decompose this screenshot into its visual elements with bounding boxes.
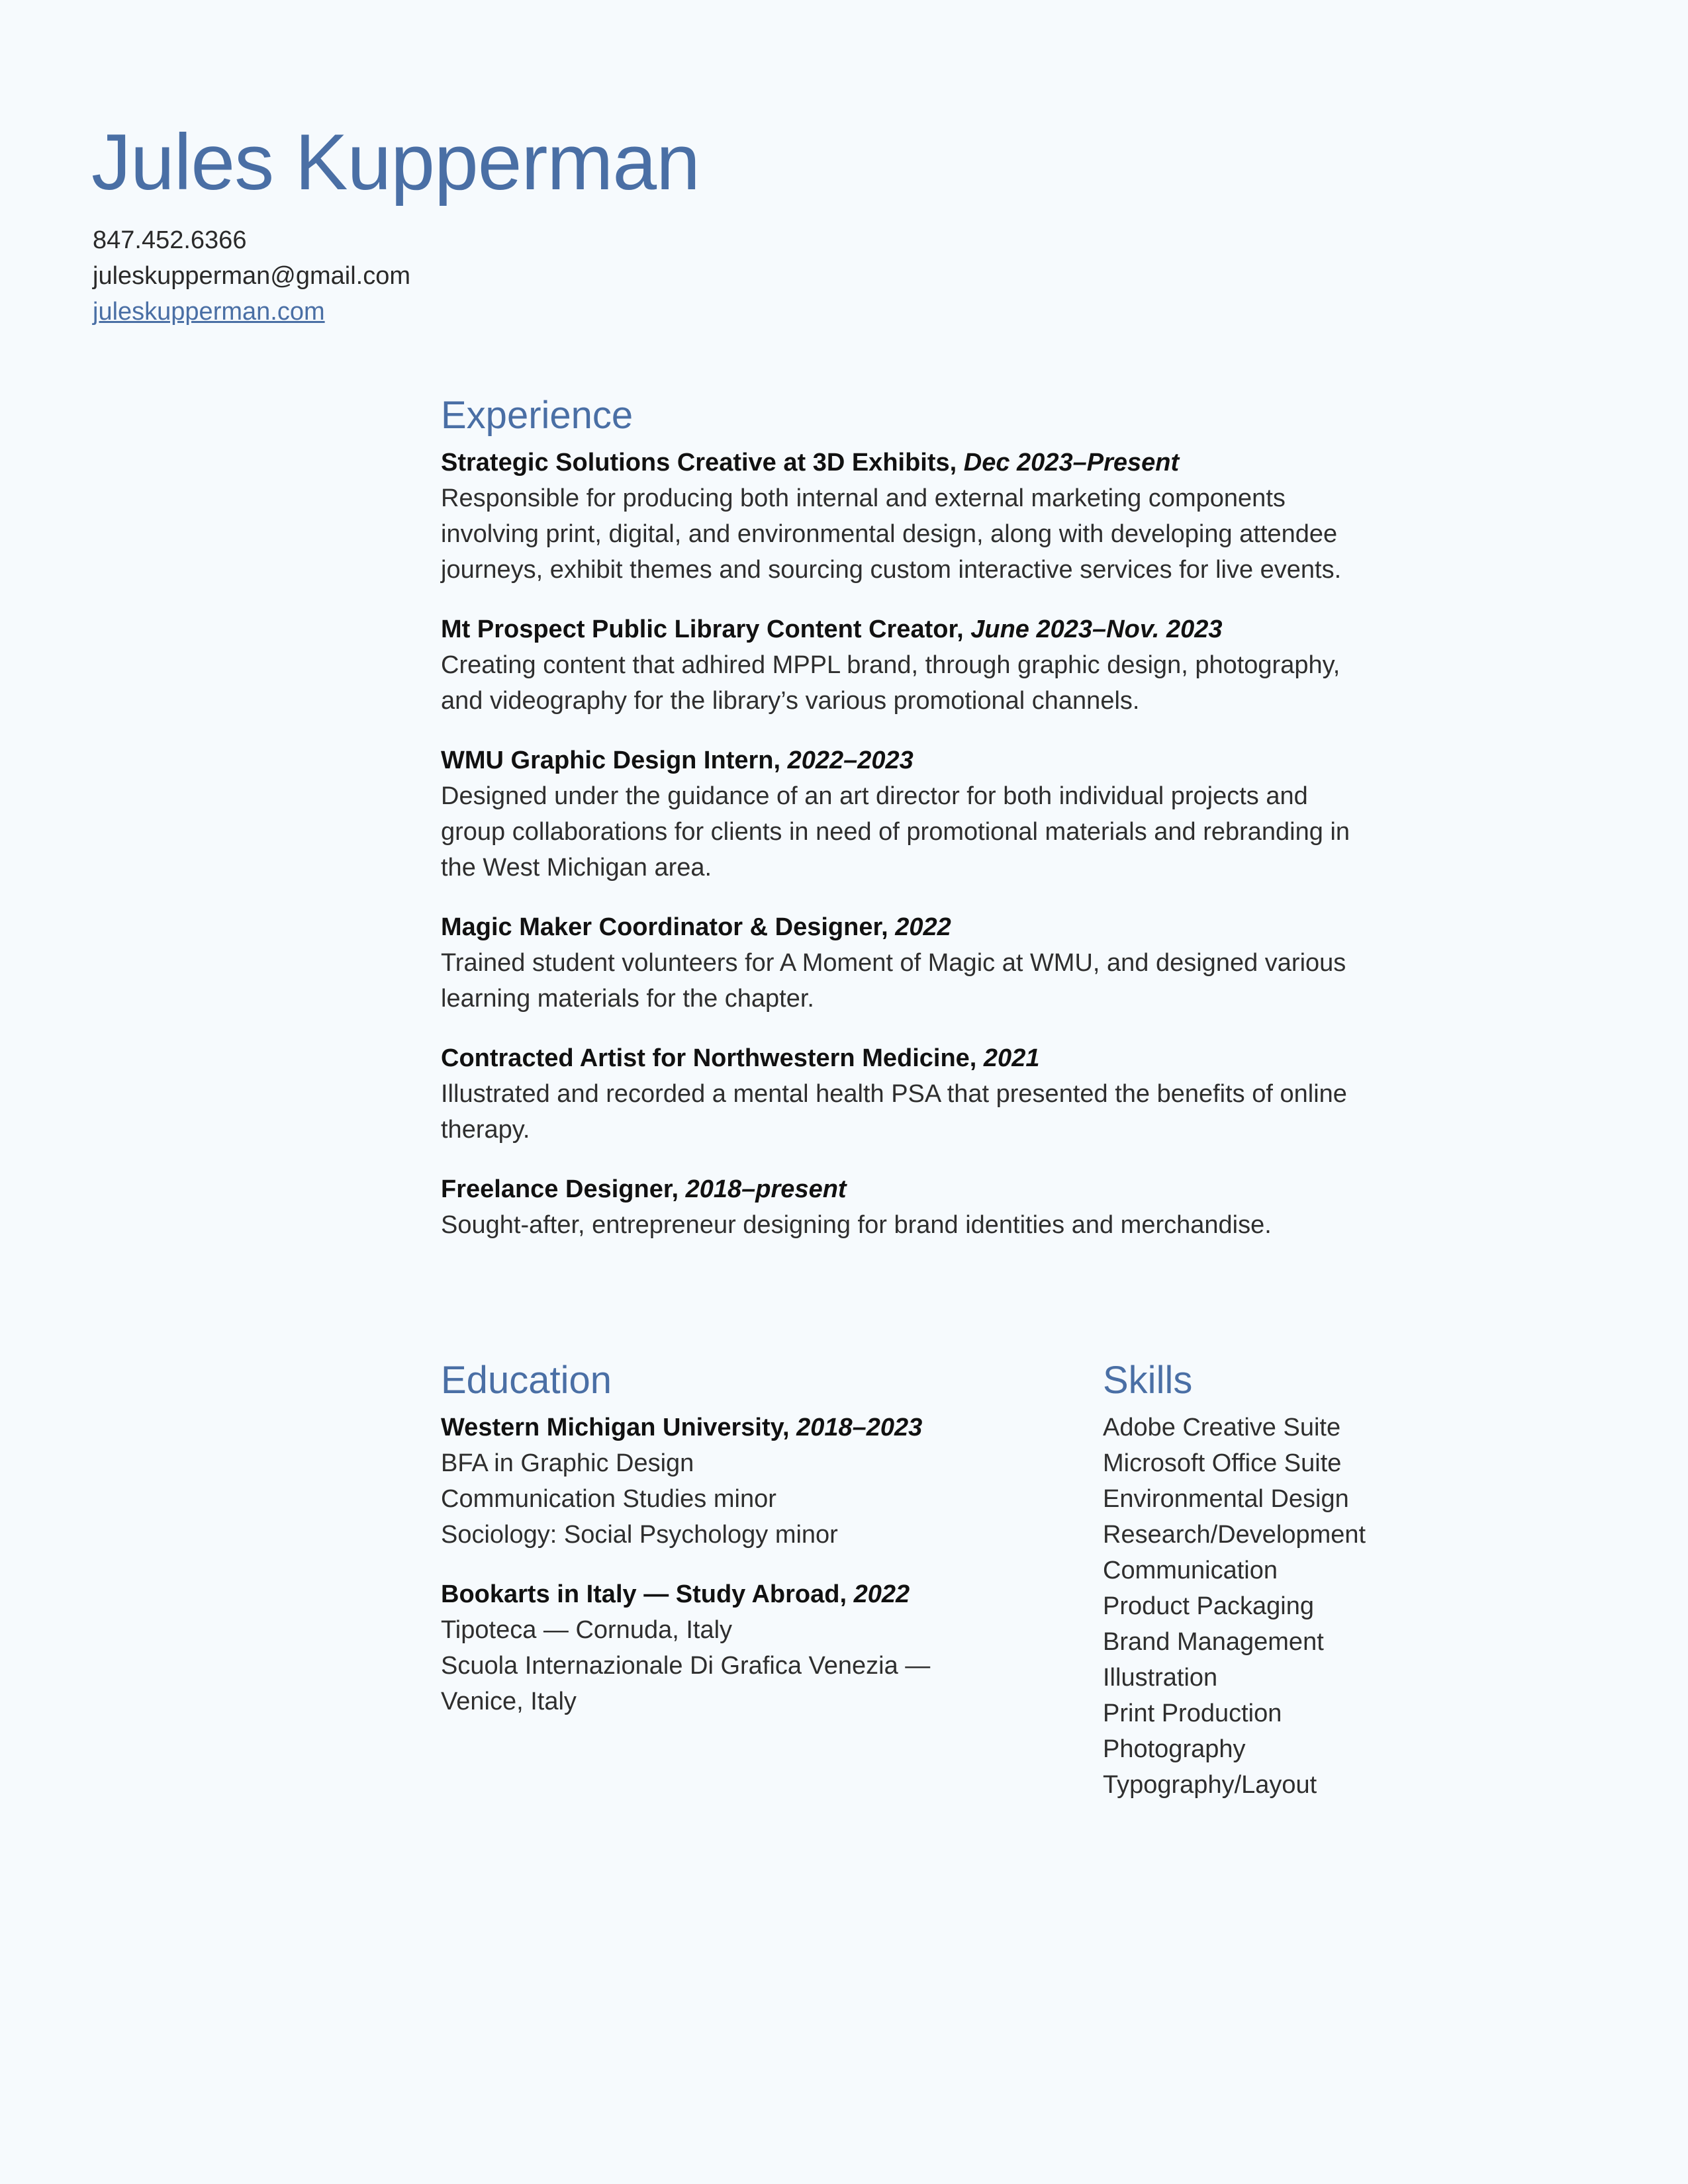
skill-item: Microsoft Office Suite [1103, 1449, 1342, 1477]
email-address: juleskupperman@gmail.com [93, 262, 410, 290]
experience-section [441, 392, 1368, 1267]
education-entry [441, 1410, 1037, 1553]
skills-section [1103, 1357, 1500, 1803]
job-entry [441, 445, 1368, 588]
skill-item: Communication [1103, 1557, 1278, 1584]
skill-item: Product Packaging [1103, 1592, 1314, 1620]
education-detail: BFA in Graphic Design [441, 1449, 694, 1477]
job-role: Mt Prospect Public Library Content Creator, [441, 615, 964, 643]
job-entry [441, 909, 1368, 1017]
job-date: 2018–present [685, 1175, 847, 1203]
job-date: 2022–2023 [787, 747, 914, 774]
job-heading [441, 1040, 1368, 1076]
education-date: 2018–2023 [796, 1414, 923, 1441]
education-detail: Communication Studies minor [441, 1485, 776, 1513]
job-role: Magic Maker Coordinator & Designer, [441, 913, 888, 941]
skill-item: Print Production [1103, 1700, 1282, 1727]
phone-number: 847.452.6366 [93, 226, 247, 254]
contact-info [93, 222, 410, 330]
education-date: 2022 [853, 1580, 910, 1608]
job-description: Illustrated and recorded a mental health PSA that presented the benefits of online therapy. [441, 1080, 1347, 1144]
skill-item: Illustration [1103, 1664, 1218, 1692]
school-name: Western Michigan University, [441, 1414, 790, 1441]
school-name: Bookarts in Italy — Study Abroad, [441, 1580, 847, 1608]
education-heading-line [441, 1576, 1037, 1612]
job-heading [441, 445, 1368, 480]
skills-heading: Skills [1103, 1359, 1193, 1402]
job-role: Contracted Artist for Northwestern Medicine, [441, 1044, 977, 1072]
education-detail: Tipoteca — Cornuda, Italy [441, 1616, 733, 1644]
education-detail: Sociology: Social Psychology minor [441, 1521, 838, 1549]
education-section [441, 1357, 1037, 1743]
job-entry [441, 612, 1368, 719]
skill-item: Research/Development [1103, 1521, 1366, 1549]
job-role: Freelance Designer, [441, 1175, 679, 1203]
education-detail: Venice, Italy [441, 1688, 577, 1715]
experience-heading: Experience [441, 394, 633, 437]
job-description: Designed under the guidance of an art director for both individual projects and group collaborations for clients in need of promotional materials and rebranding in the West Michigan area. [441, 782, 1350, 882]
job-entry [441, 1171, 1368, 1243]
job-description: Trained student volunteers for A Moment of Magic at WMU, and designed various learning materials for the chapter. [441, 949, 1346, 1013]
website-link[interactable]: juleskupperman.com [93, 298, 325, 326]
skill-item: Adobe Creative Suite [1103, 1414, 1341, 1441]
education-heading-line [441, 1410, 1037, 1445]
skill-item: Environmental Design [1103, 1485, 1349, 1513]
job-date: 2022 [895, 913, 951, 941]
job-description: Responsible for producing both internal and external marketing components involving print, digital, and environmental design, along with developing attendee journeys, exhibit themes and sourcing custom interactive services for live events. [441, 484, 1342, 584]
job-date: 2021 [983, 1044, 1040, 1072]
job-entry [441, 1040, 1368, 1148]
job-role: Strategic Solutions Creative at 3D Exhibits, [441, 449, 957, 477]
job-description: Creating content that adhired MPPL brand, through graphic design, photography, and videography for the library’s various promotional channels. [441, 651, 1340, 715]
job-heading [441, 1171, 1368, 1207]
job-heading [441, 743, 1368, 778]
job-date: Dec 2023–Present [963, 449, 1180, 477]
skill-item: Typography/Layout [1103, 1771, 1317, 1799]
education-detail: Scuola Internazionale Di Grafica Venezia — [441, 1652, 931, 1680]
job-heading [441, 612, 1368, 647]
job-role: WMU Graphic Design Intern, [441, 747, 781, 774]
resume-name: Jules Kupperman [91, 118, 700, 206]
education-entry [441, 1576, 1037, 1719]
education-heading: Education [441, 1359, 612, 1402]
job-description: Sought-after, entrepreneur designing for brand identities and merchandise. [441, 1211, 1272, 1239]
job-heading [441, 909, 1368, 945]
job-entry [441, 743, 1368, 886]
skill-item: Brand Management [1103, 1628, 1324, 1656]
job-date: June 2023–Nov. 2023 [970, 615, 1223, 643]
skill-item: Photography [1103, 1735, 1246, 1763]
